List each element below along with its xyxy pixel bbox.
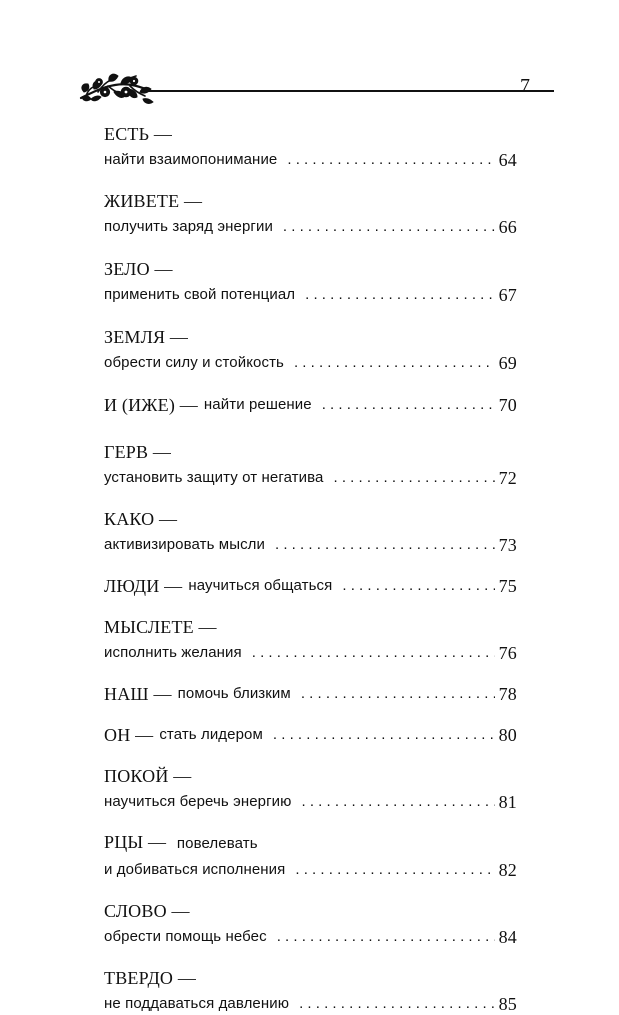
toc-entry-page: 72: [498, 468, 517, 488]
toc-entry-page: 84: [498, 927, 517, 947]
toc-entry-heading: И (ИЖЕ) —: [104, 395, 198, 415]
toc-entry-line: [104, 859, 517, 881]
toc-entry-heading: ЗЕМЛЯ —: [104, 327, 189, 347]
dot-leader: [305, 284, 494, 306]
toc-entry-line: [104, 575, 517, 597]
toc-entry: [104, 123, 517, 171]
page-header: [78, 68, 530, 110]
toc-entry-page: 67: [498, 285, 517, 305]
toc-entry-description: получить заряд энергии: [104, 218, 273, 235]
toc-entry: [104, 258, 517, 306]
toc-entry-line: [104, 642, 517, 664]
toc-entry-line: [104, 216, 517, 238]
toc-entry-page: 85: [498, 994, 517, 1014]
toc-entry-line: [104, 394, 517, 416]
toc-entry-description: применить свой потенциал: [104, 286, 296, 303]
toc-entry-description: найти решение: [203, 396, 312, 413]
dot-leader: [277, 926, 495, 948]
toc-entry: [104, 765, 517, 813]
toc-entry: [104, 900, 517, 948]
toc-entry-page: 76: [498, 643, 517, 663]
toc-entry-page: 82: [498, 860, 517, 880]
table-of-contents: [104, 123, 517, 1015]
toc-entry-heading-line: [104, 831, 517, 855]
toc-entry-line: [104, 683, 517, 705]
toc-entry: [104, 508, 517, 556]
toc-entry-heading: ЛЮДИ —: [104, 576, 183, 596]
toc-entry-heading: РЦЫ —: [104, 832, 167, 852]
toc-entry-heading: ОН —: [104, 725, 154, 745]
toc-entry-heading: СЛОВО —: [104, 901, 190, 921]
toc-entry-description: научиться беречь энергию: [104, 793, 292, 810]
toc-entry-page: 70: [498, 395, 517, 415]
toc-entry-heading: ЖИВЕТЕ —: [104, 191, 203, 211]
toc-entry-description: установить защиту от негатива: [104, 469, 324, 486]
toc-entry-description: обрести помощь небес: [104, 928, 267, 945]
toc-entry-description-line1: повелевать: [176, 835, 258, 852]
toc-entry-line: [104, 284, 517, 306]
dot-leader: [295, 859, 494, 881]
toc-entry-line: [104, 926, 517, 948]
toc-entry-description: найти взаимопонимание: [104, 151, 278, 168]
toc-entry: [104, 967, 517, 1015]
dot-leader: [294, 352, 495, 374]
dot-leader: [273, 724, 495, 746]
toc-entry-line: [104, 724, 517, 746]
toc-entry-line: [104, 791, 517, 813]
toc-entry-page: 81: [498, 792, 517, 812]
toc-entry-heading: ТВЕРДО —: [104, 968, 197, 988]
dot-leader: [299, 993, 495, 1015]
toc-entry-page: 75: [498, 576, 517, 596]
toc-entry-page: 73: [498, 535, 517, 555]
toc-entry-line: [104, 467, 517, 489]
toc-entry-heading: ЕСТЬ —: [104, 124, 173, 144]
toc-entry: [104, 441, 517, 489]
toc-entry-page: 69: [498, 353, 517, 373]
toc-entry-page: 64: [498, 150, 517, 170]
toc-entry-line: [104, 534, 517, 556]
dot-leader: [287, 149, 494, 171]
dot-leader: [301, 683, 495, 705]
toc-entry: [104, 724, 517, 746]
toc-entry-description: обрести силу и стойкость: [104, 354, 284, 371]
toc-entry-description: исполнить желания: [104, 644, 242, 661]
dot-leader: [275, 534, 495, 556]
toc-entry-page: 66: [498, 217, 517, 237]
toc-entry-page: 80: [498, 725, 517, 745]
floral-branch-icon: [78, 68, 156, 110]
toc-entry-heading: ПОКОЙ —: [104, 766, 192, 786]
toc-entry-heading: МЫСЛЕТЕ —: [104, 617, 217, 637]
toc-entry: [104, 831, 517, 881]
toc-entry: [104, 326, 517, 374]
header-rule: [148, 90, 554, 92]
toc-entry-description: и добиваться исполнения: [104, 861, 286, 878]
dot-leader: [342, 575, 494, 597]
toc-entry-heading: КАКО —: [104, 509, 178, 529]
toc-entry: [104, 575, 517, 597]
toc-entry-description: не поддаваться давлению: [104, 995, 290, 1012]
dot-leader: [252, 642, 495, 664]
dot-leader: [283, 216, 495, 238]
toc-entry-heading: ЗЕЛО —: [104, 259, 173, 279]
toc-entry-line: [104, 352, 517, 374]
dot-leader: [302, 791, 495, 813]
toc-entry: [104, 190, 517, 238]
toc-entry: [104, 616, 517, 664]
toc-entry-description: помочь близким: [177, 685, 291, 702]
toc-entry-line: [104, 993, 517, 1015]
toc-entry-heading: ГЕРВ —: [104, 442, 172, 462]
toc-entry-heading: НАШ —: [104, 684, 172, 704]
toc-entry-description: стать лидером: [159, 726, 263, 743]
toc-entry-description: активизировать мысли: [104, 536, 266, 553]
toc-entry-line: [104, 149, 517, 171]
toc-entry-description: научиться общаться: [188, 577, 333, 594]
toc-entry: [104, 394, 517, 416]
toc-entry-page: 78: [498, 684, 517, 704]
page-number: 7: [520, 75, 530, 97]
toc-entry: [104, 683, 517, 705]
dot-leader: [333, 467, 494, 489]
dot-leader: [322, 394, 495, 416]
